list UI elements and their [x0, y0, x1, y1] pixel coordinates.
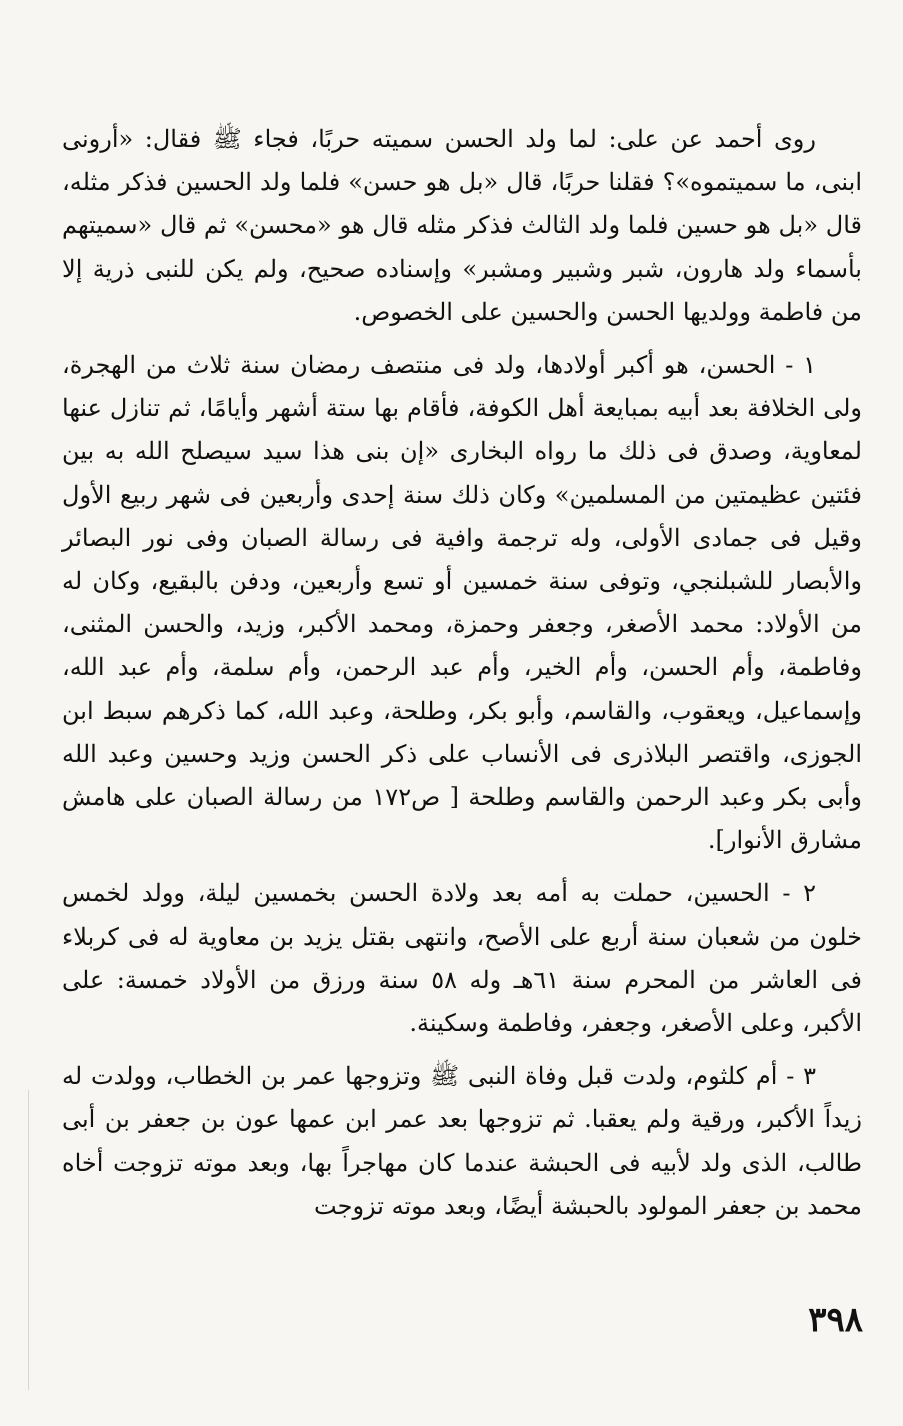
- page-number: ٣٩٨: [808, 1300, 863, 1340]
- paragraph-husayn: ٢ - الحسين، حملت به أمه بعد ولادة الحسن بخمسين ليلة، وولد لخمس خلون من شعبان سنة أربع على الأصح، وانتهى بقتل يزيد بن معاوية له فى كربلاء فى العاشر من المحرم سنة ٦١هـ وله ٥٨ سنة ورزق من الأولاد خمسة: على الأكبر، وعلى الأصغر، وجعفر، وفاطمة وسكينة.: [62, 879, 863, 1038]
- paragraph-intro: روى أحمد عن على: لما ولد الحسن سميته حربًا، فجاء ﷺ فقال: «أرونى ابنى، ما سميتموه»؟ فقلنا حربًا، قال «بل هو حسن» فلما ولد الحسين فذكر مثله، قال «بل هو حسين فلما ولد الثالث فذكر مثله قال هو «محسن» ثم قال «سميتهم بأسماء ولد هارون، شبر وشبير ومشبر» وإسناده صحيح، ولم يكن للنبى ذرية إلا من فاطمة وولديها الحسن والحسين على الخصوص.: [62, 125, 862, 326]
- page-edge-line: [28, 1090, 29, 1390]
- paragraph-umm-kulthum: ٣ - أم كلثوم، ولدت قبل وفاة النبى ﷺ وتزوجها عمر بن الخطاب، وولدت له زيداً الأكبر، ورقية ولم يعقبا. ثم تزوجها بعد عمر ابن عمها عون بن جعفر بن أبى طالب، الذى ولد لأبيه فى الحبشة عندما كان مهاجراً بها، وبعد موته تزوجت أخاه محمد بن جعفر المولود بالحبشة أيضًا، وبعد موته تزوجت: [62, 1062, 862, 1220]
- document-body: [62, 118, 862, 1238]
- paragraph-hasan: ١ - الحسن، هو أكبر أولادها، ولد فى منتصف رمضان سنة ثلاث من الهجرة، ولى الخلافة بعد أبيه بمبايعة أهل الكوفة، فأقام بها ستة أشهر وأيامًا، ثم تنازل عنها لمعاوية، وصدق فى ذلك ما رواه البخارى «إن بنى هذا سيد سيصلح الله به بين فئتين عظيمتين من المسلمين» وكان ذلك سنة إحدى وأربعين فى شهر ربيع الأول وقيل فى جمادى الأولى، وله ترجمة وافية فى رسالة الصبان وفى نور البصائر والأبصار للشبلنجي، وتوفى سنة خمسين أو تسع وأربعين، ودفن بالبقيع، وكان له من الأولاد: محمد الأصغر، وجعفر وحمزة، ومحمد الأكبر، وزيد، والحسن المثنى، وفاطمة، وأم الحسن، وأم الخير، وأم عبد الرحمن، وأم سلمة، وأم عبد الله، وإسماعيل، ويعقوب، والقاسم، وأبو بكر، وطلحة، وعبد الله، كما ذكرهم سبط ابن الجوزى، واقتصر البلاذرى فى الأنساب على ذكر الحسن وزيد وحسين وعبد الله وأبى بكر وعبد الرحمن والقاسم وطلحة [ ص١٧٢ من رسالة الصبان على هامش مشارق الأنوار].: [62, 351, 863, 855]
